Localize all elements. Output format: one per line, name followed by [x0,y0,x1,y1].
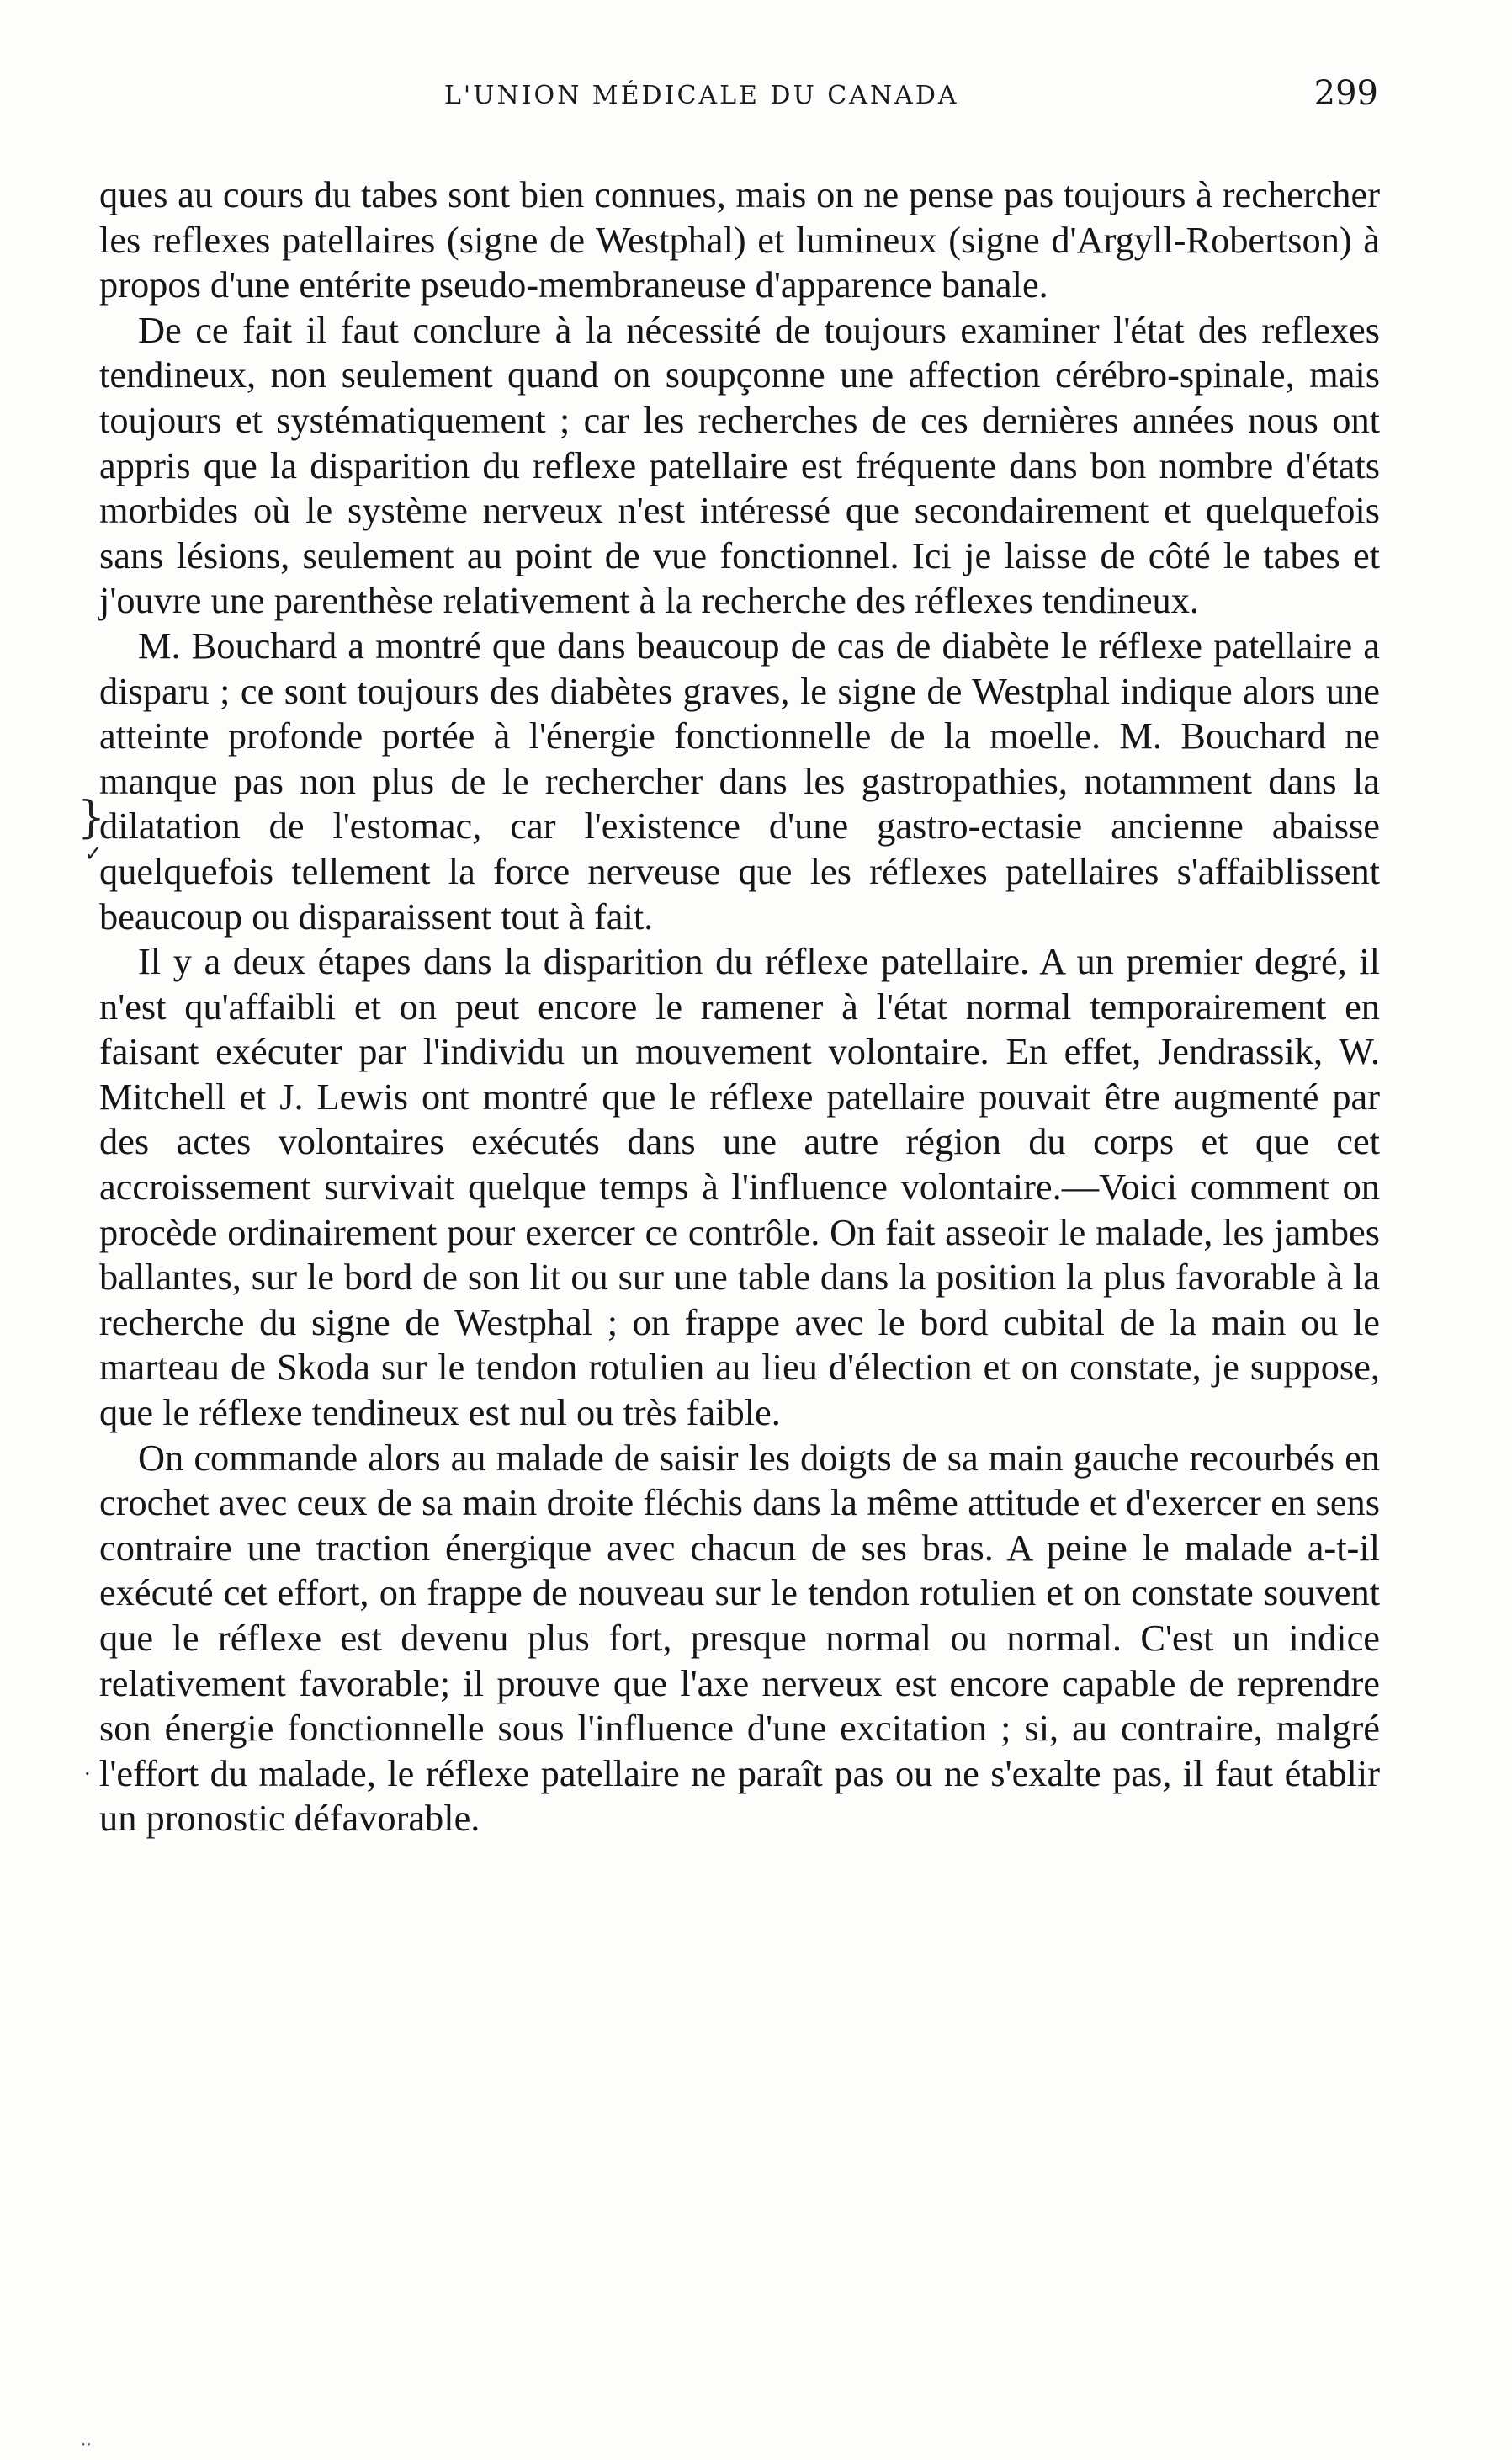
running-title: L'UNION MÉDICALE DU CANADA [444,81,959,110]
paragraph-continued: ques au cours du tabes sont bien connues, mais on ne pense pas toujours à rechercher les reflexes patellaires (signe de Westphal) et lumineux (signe d'Argyll-Robertson) à propos d'une entérite pseudo-membraneuse d'apparence banale. [99,173,1380,306]
paragraph: M. Bouchard a montré que dans beaucoup de cas de diabète le réflexe patellaire a disparu ; ce sont toujours des diabètes graves, le signe de Westphal indique alors une atteinte profonde portée à l'énergie fonctionnelle de la moelle. M. Bouchard ne manque pas non plus de le rechercher dans les gastropathies, notamment dans la dilatation de l'estomac, car l'existence d'une gastro-ectasie ancienne abaisse quelquefois tellement la force nerveuse que les réflexes patellaires s'affaiblissent beaucoup ou disparaissent tout à fait. [99,624,1380,938]
margin-check-mark: ✓ [84,842,103,867]
margin-dot-mark: · [84,1762,91,1786]
page-number: 299 [1313,74,1378,113]
body-text [99,173,1380,1841]
paragraph: Il y a deux étapes dans la disparition du réflexe patellaire. A un premier degré, il n'est qu'affaibli et on peut encore le ramener à l'état normal temporairement en faisant exécuter par l'individu un mouvement volontaire. En effet, Jendrassik, W. Mitchell et J. Lewis ont montré que le réflexe patellaire pouvait être augmenté par des actes volontaires exécutés dans une autre région du corps et que cet accroissement survivait quelque temps à l'influence volontaire.—Voici comment on procède ordinairement pour exercer ce contrôle. On fait asseoir le malade, les jambes ballantes, sur le bord de son lit ou sur une table dans la position la plus favorable à la recherche du signe de Westphal ; on frappe avec le bord cubital de la main ou le marteau de Skoda sur le tendon rotulien au lieu d'élection et on constate, je suppose, que le réflexe tendineux est nul ou très faible. [99,940,1380,1434]
margin-brace-mark: } [77,793,106,843]
margin-foot-mark: ·· [81,2434,92,2454]
page-header [99,74,1378,125]
paragraph: On commande alors au malade de saisir les doigts de sa main gauche recourbés en crochet avec ceux de sa main droite fléchis dans la même attitude et d'exercer en sens contraire une traction énergique avec chacun de ses bras. A peine le malade a-t-il exécuté cet effort, on frappe de nouveau sur le tendon rotulien et on constate souvent que le réflexe est devenu plus fort, presque normal ou normal. C'est un indice relativement favorable; il prouve que l'axe nerveux est encore capable de reprendre son énergie fonctionnelle sous l'influence d'une excitation ; si, au contraire, malgré l'effort du malade, le réflexe patellaire ne paraît pas ou ne s'exalte pas, il faut établir un pronostic défavorable. [99,1436,1380,1840]
paragraph: De ce fait il faut conclure à la nécessité de toujours examiner l'état des reflexes tendineux, non seulement quand on soupçonne une affection cérébro-spinale, mais toujours et systématiquement ; car les recherches de ces dernières années nous ont appris que la disparition du reflexe patellaire est fréquente dans bon nombre d'états morbides où le système nerveux n'est intéressé que secondairement et quelquefois sans lésions, seulement au point de vue fonctionnel. Ici je laisse de côté le tabes et j'ouvre une parenthèse relativement à la recherche des réflexes tendineux. [99,308,1380,622]
